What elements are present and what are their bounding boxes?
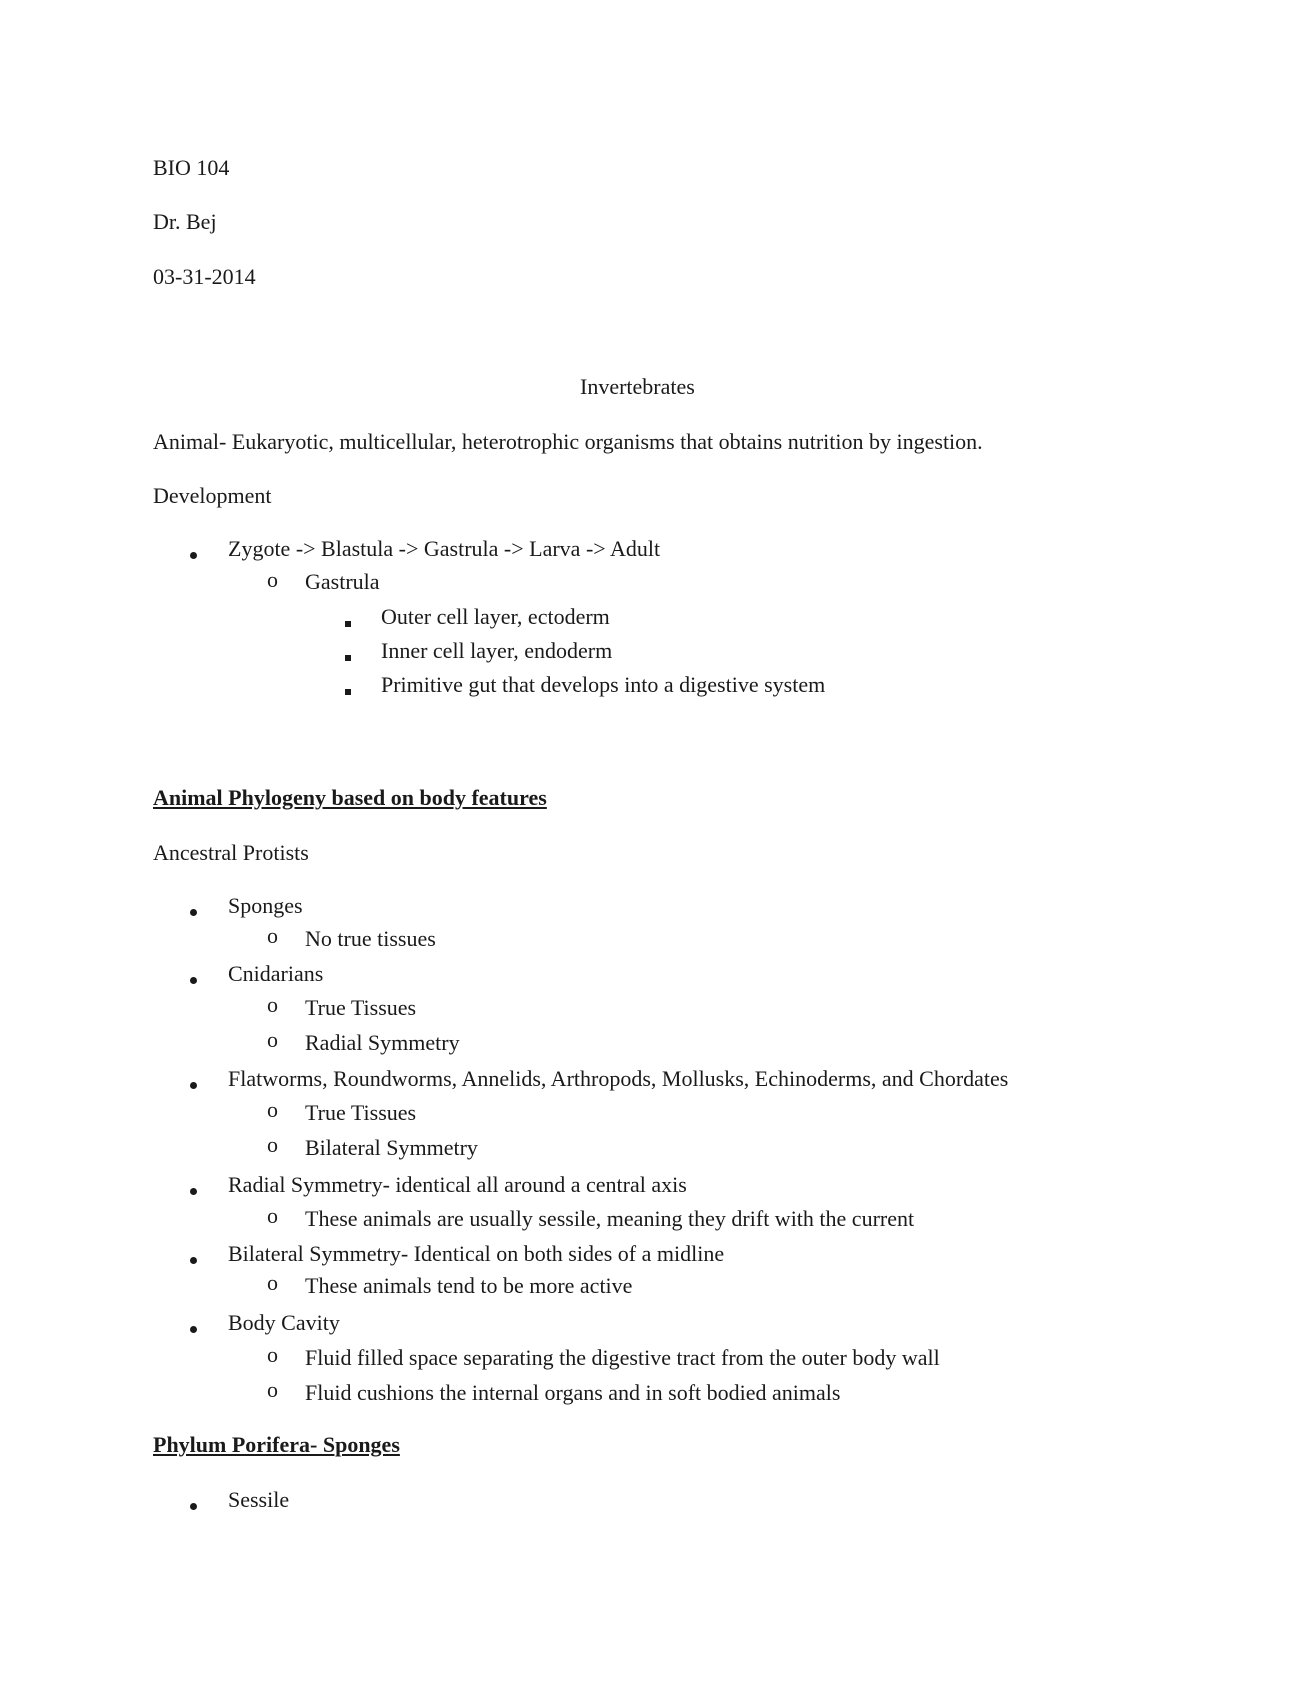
phylogeny-subitem: True Tissues (305, 995, 417, 1020)
phylogeny-subitem: Radial Symmetry (305, 1030, 460, 1055)
phylogeny-item: Flatworms, Roundworms, Annelids, Arthropods, Mollusks, Echinoderms, and Chordates (228, 1066, 1009, 1091)
instructor-name: Dr. Bej (153, 209, 217, 234)
bullet-disc-icon (190, 538, 197, 566)
phylogeny-subitem: Bilateral Symmetry (305, 1135, 478, 1160)
bullet-ring-icon: o (267, 567, 278, 592)
phylogeny-item: Bilateral Symmetry- Identical on both sides of a midline (228, 1241, 725, 1266)
gastrula-point: Outer cell layer, ectoderm (381, 604, 610, 629)
bullet-ring-icon: o (267, 992, 278, 1017)
bullet-ring-icon: o (267, 1027, 278, 1052)
bullet-ring-icon: o (267, 1377, 278, 1402)
gastrula-point: Primitive gut that develops into a digestive system (381, 672, 826, 697)
development-item: Zygote -> Blastula -> Gastrula -> Larva -> Adult (228, 536, 661, 561)
bullet-square-icon (345, 640, 351, 668)
porifera-item: Sessile (228, 1487, 290, 1512)
document-date: 03-31-2014 (153, 264, 256, 289)
gastrula-point: Inner cell layer, endoderm (381, 638, 613, 663)
development-subitem: Gastrula (305, 569, 380, 594)
phylogeny-subitem: No true tissues (305, 926, 436, 951)
phylogeny-item: Cnidarians (228, 961, 324, 986)
development-label: Development (153, 483, 272, 508)
phylogeny-subitem: Fluid filled space separating the digestive tract from the outer body wall (305, 1345, 940, 1370)
bullet-disc-icon (190, 1174, 197, 1202)
bullet-disc-icon (190, 1068, 197, 1096)
bullet-disc-icon (190, 895, 197, 923)
page-title: Invertebrates (580, 374, 695, 399)
animal-definition: Animal- Eukaryotic, multicellular, heterotrophic organisms that obtains nutrition by ingestion. (153, 429, 983, 454)
bullet-ring-icon: o (267, 923, 278, 948)
phylogeny-item: Radial Symmetry- identical all around a central axis (228, 1172, 687, 1197)
bullet-ring-icon: o (267, 1132, 278, 1157)
phylogeny-subitem: Fluid cushions the internal organs and in soft bodied animals (305, 1380, 841, 1405)
bullet-square-icon (345, 606, 351, 634)
phylogeny-label: Ancestral Protists (153, 840, 309, 865)
bullet-square-icon (345, 674, 351, 702)
bullet-disc-icon (190, 1243, 197, 1271)
phylogeny-subitem: True Tissues (305, 1100, 417, 1125)
bullet-disc-icon (190, 963, 197, 991)
phylogeny-heading: Animal Phylogeny based on body features (153, 785, 547, 810)
bullet-ring-icon: o (267, 1342, 278, 1367)
bullet-disc-icon (190, 1312, 197, 1340)
phylogeny-subitem: These animals tend to be more active (305, 1273, 633, 1298)
bullet-ring-icon: o (267, 1097, 278, 1122)
course-code: BIO 104 (153, 155, 230, 180)
phylogeny-item: Body Cavity (228, 1310, 340, 1335)
bullet-ring-icon: o (267, 1270, 278, 1295)
bullet-disc-icon (190, 1489, 197, 1517)
phylogeny-subitem: These animals are usually sessile, meaning they drift with the current (305, 1206, 915, 1231)
bullet-ring-icon: o (267, 1203, 278, 1228)
porifera-heading: Phylum Porifera- Sponges (153, 1432, 400, 1457)
phylogeny-item: Sponges (228, 893, 303, 918)
